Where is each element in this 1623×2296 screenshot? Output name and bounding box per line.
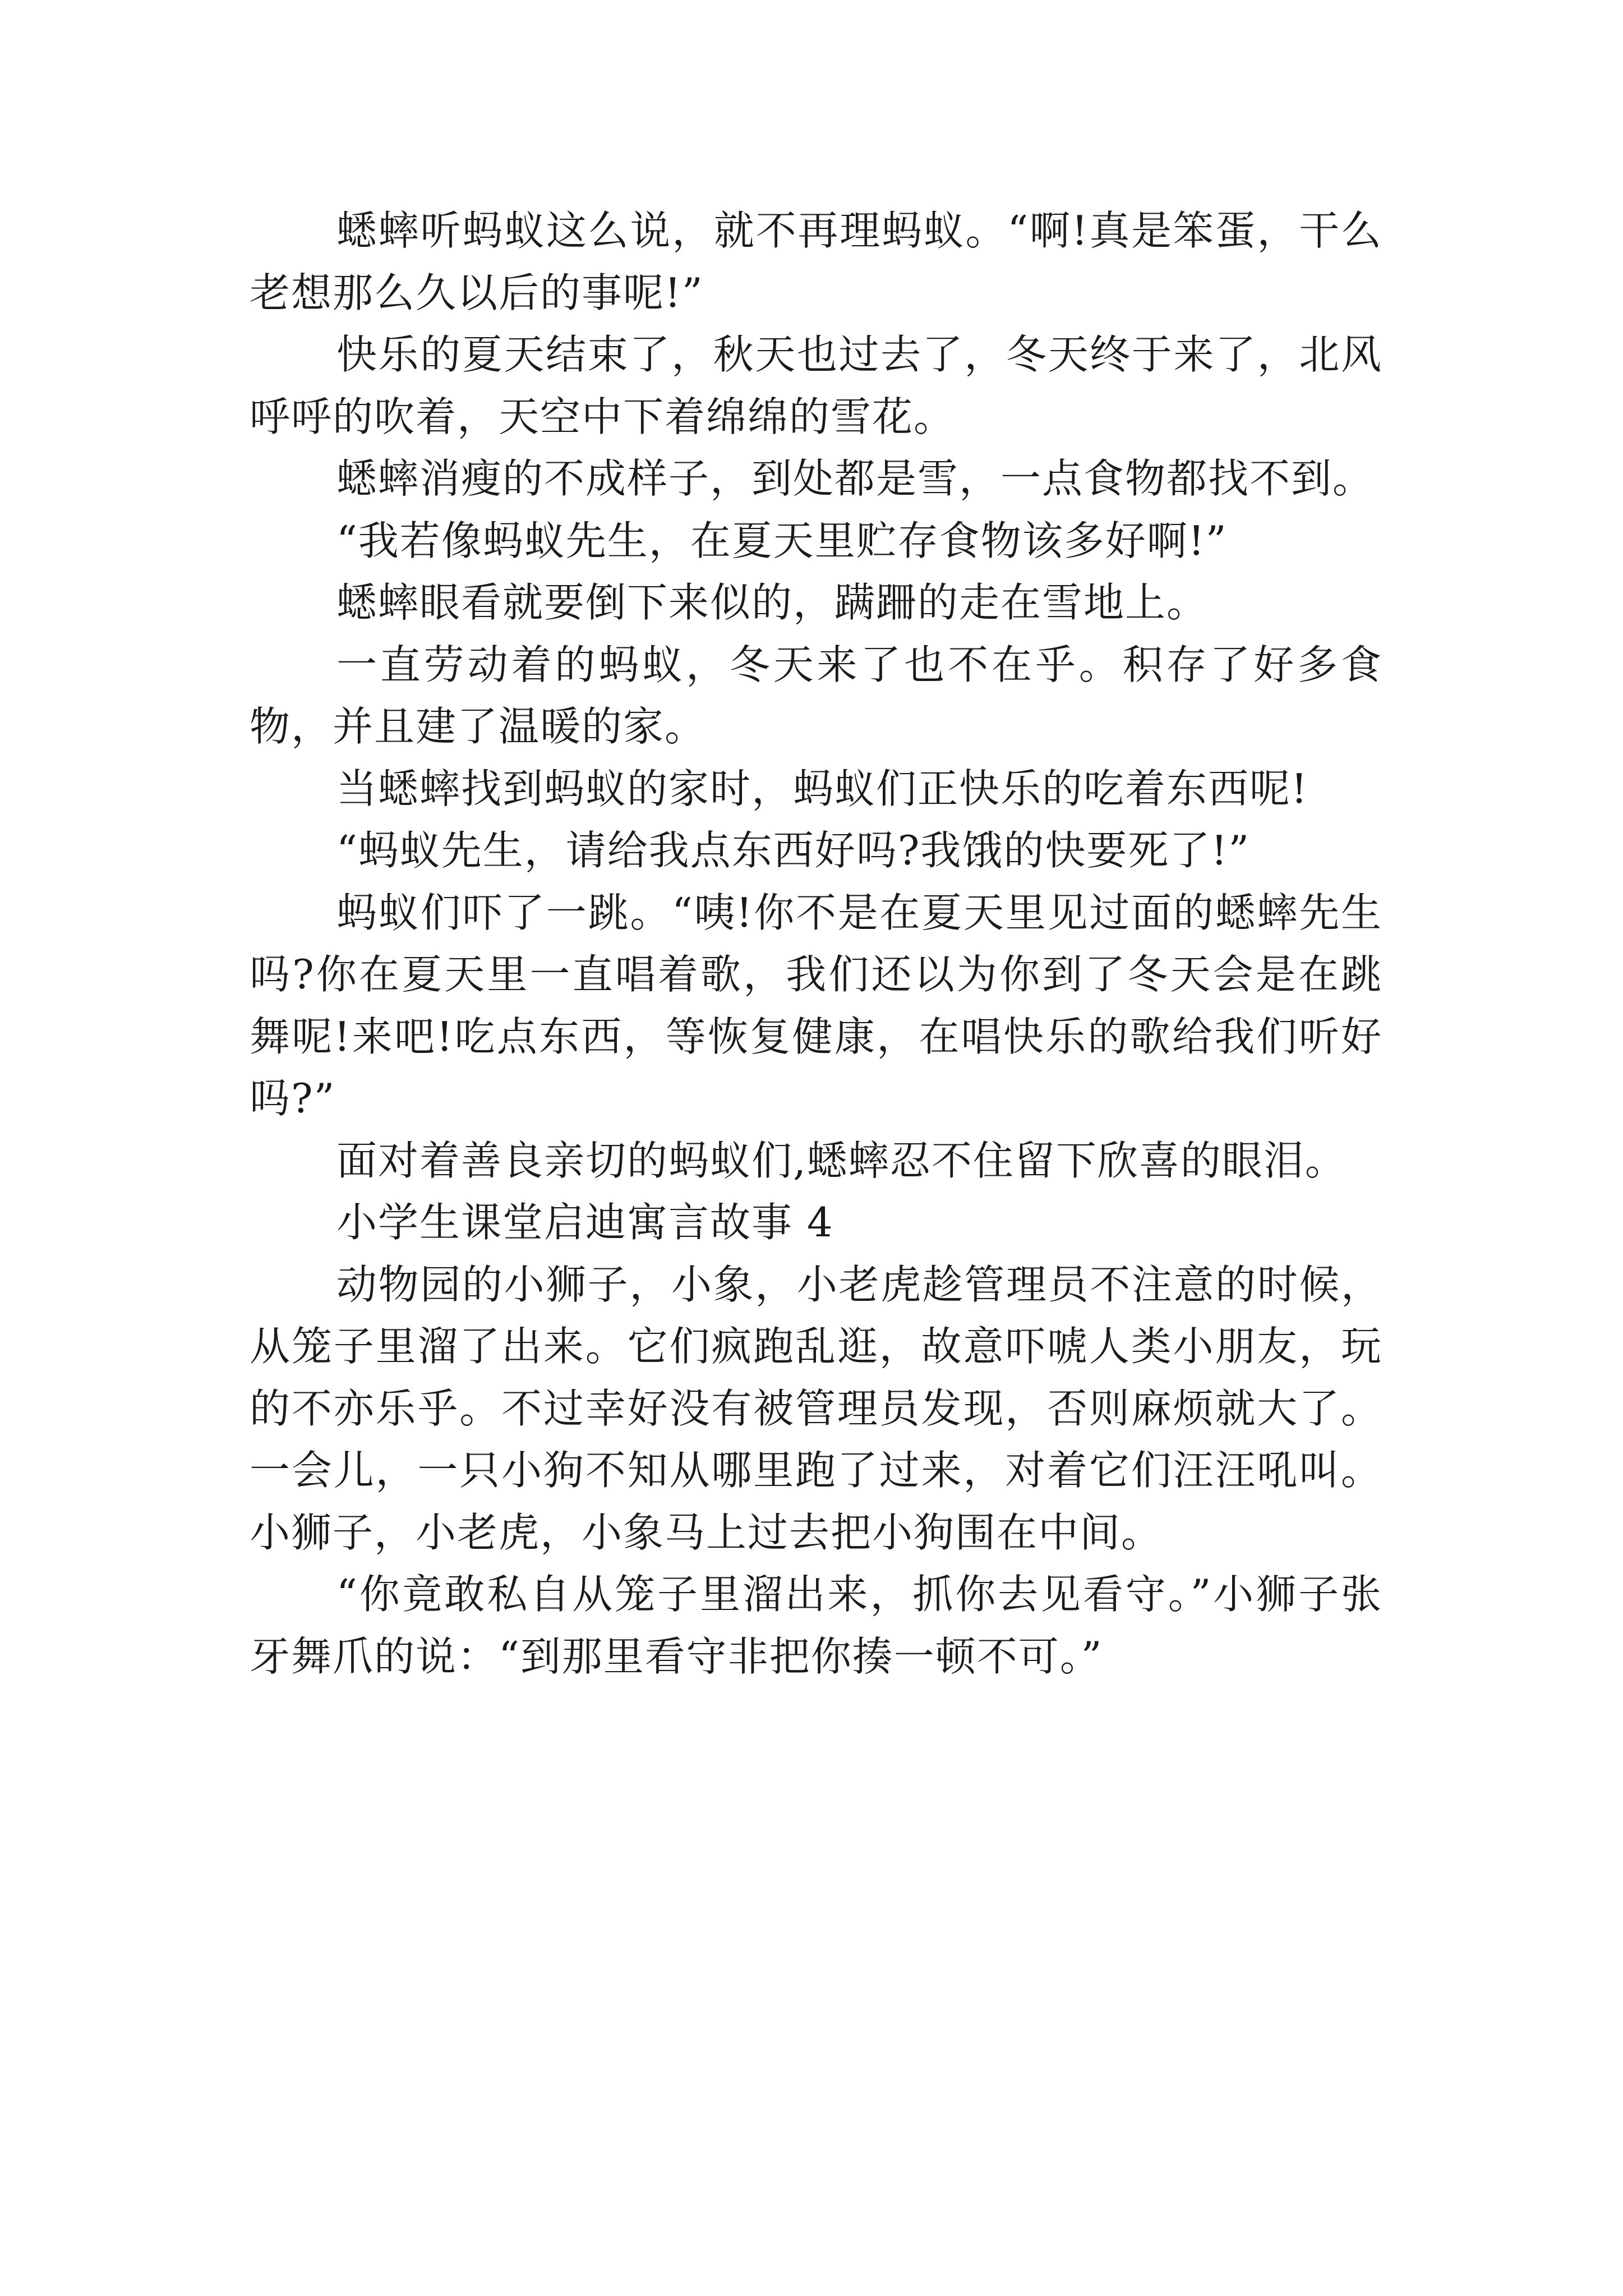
paragraph: 一直劳动着的蚂蚁，冬天来了也不在乎。积存了好多食物，并且建了温暖的家。 <box>250 641 1382 750</box>
paragraph: 当蟋蟀找到蚂蚁的家时，蚂蚁们正快乐的吃着东西呢! <box>336 765 1308 812</box>
paragraph: “你竟敢私自从笼子里溜出来，抓你去见看守。”小狮子张牙舞爪的说：“到那里看守非把你揍一顿不可。” <box>250 1571 1382 1680</box>
paragraph: 快乐的夏天结束了，秋天也过去了，冬天终于来了，北风呼呼的吹着，天空中下着绵绵的雪花。 <box>250 331 1382 440</box>
paragraph: 蟋蟀眼看就要倒下来似的，蹒跚的走在雪地上。 <box>336 579 1209 626</box>
paragraph: “蚂蚁先生，请给我点东西好吗?我饿的快要死了!” <box>336 827 1251 874</box>
paragraph: 蟋蟀听蚂蚁这么说，就不再理蚂蚁。“啊!真是笨蛋，干么老想那么久以后的事呢!” <box>250 207 1382 316</box>
paragraph: 动物园的小狮子，小象，小老虎趁管理员不注意的时候，从笼子里溜了出来。它们疯跑乱逛，故意吓唬人类小朋友，玩的不亦乐乎。不过幸好没有被管理员发现，否则麻烦就大了。一会儿，一只小狗不知从哪里跑了过来，对着它们汪汪吼叫。小狮子，小老虎，小象马上过去把小狗围在中间。 <box>250 1260 1382 1556</box>
paragraph: 蟋蟀消瘦的不成样子，到处都是雪，一点食物都找不到。 <box>336 455 1375 502</box>
document-body <box>250 200 1382 1687</box>
paragraph: 面对着善良亲切的蚂蚁们,蟋蟀忍不住留下欣喜的眼泪。 <box>336 1137 1347 1184</box>
section-heading: 小学生课堂启迪寓言故事 4 <box>336 1199 834 1246</box>
paragraph: 蚂蚁们吓了一跳。“咦!你不是在夏天里见过面的蟋蟀先生吗?你在夏天里一直唱着歌，我们还以为你到了冬天会是在跳舞呢!来吧!吃点东西，等恢复健康，在唱快乐的歌给我们听好吗?” <box>250 889 1382 1122</box>
paragraph: “我若像蚂蚁先生，在夏天里贮存食物该多好啊!” <box>336 517 1228 564</box>
